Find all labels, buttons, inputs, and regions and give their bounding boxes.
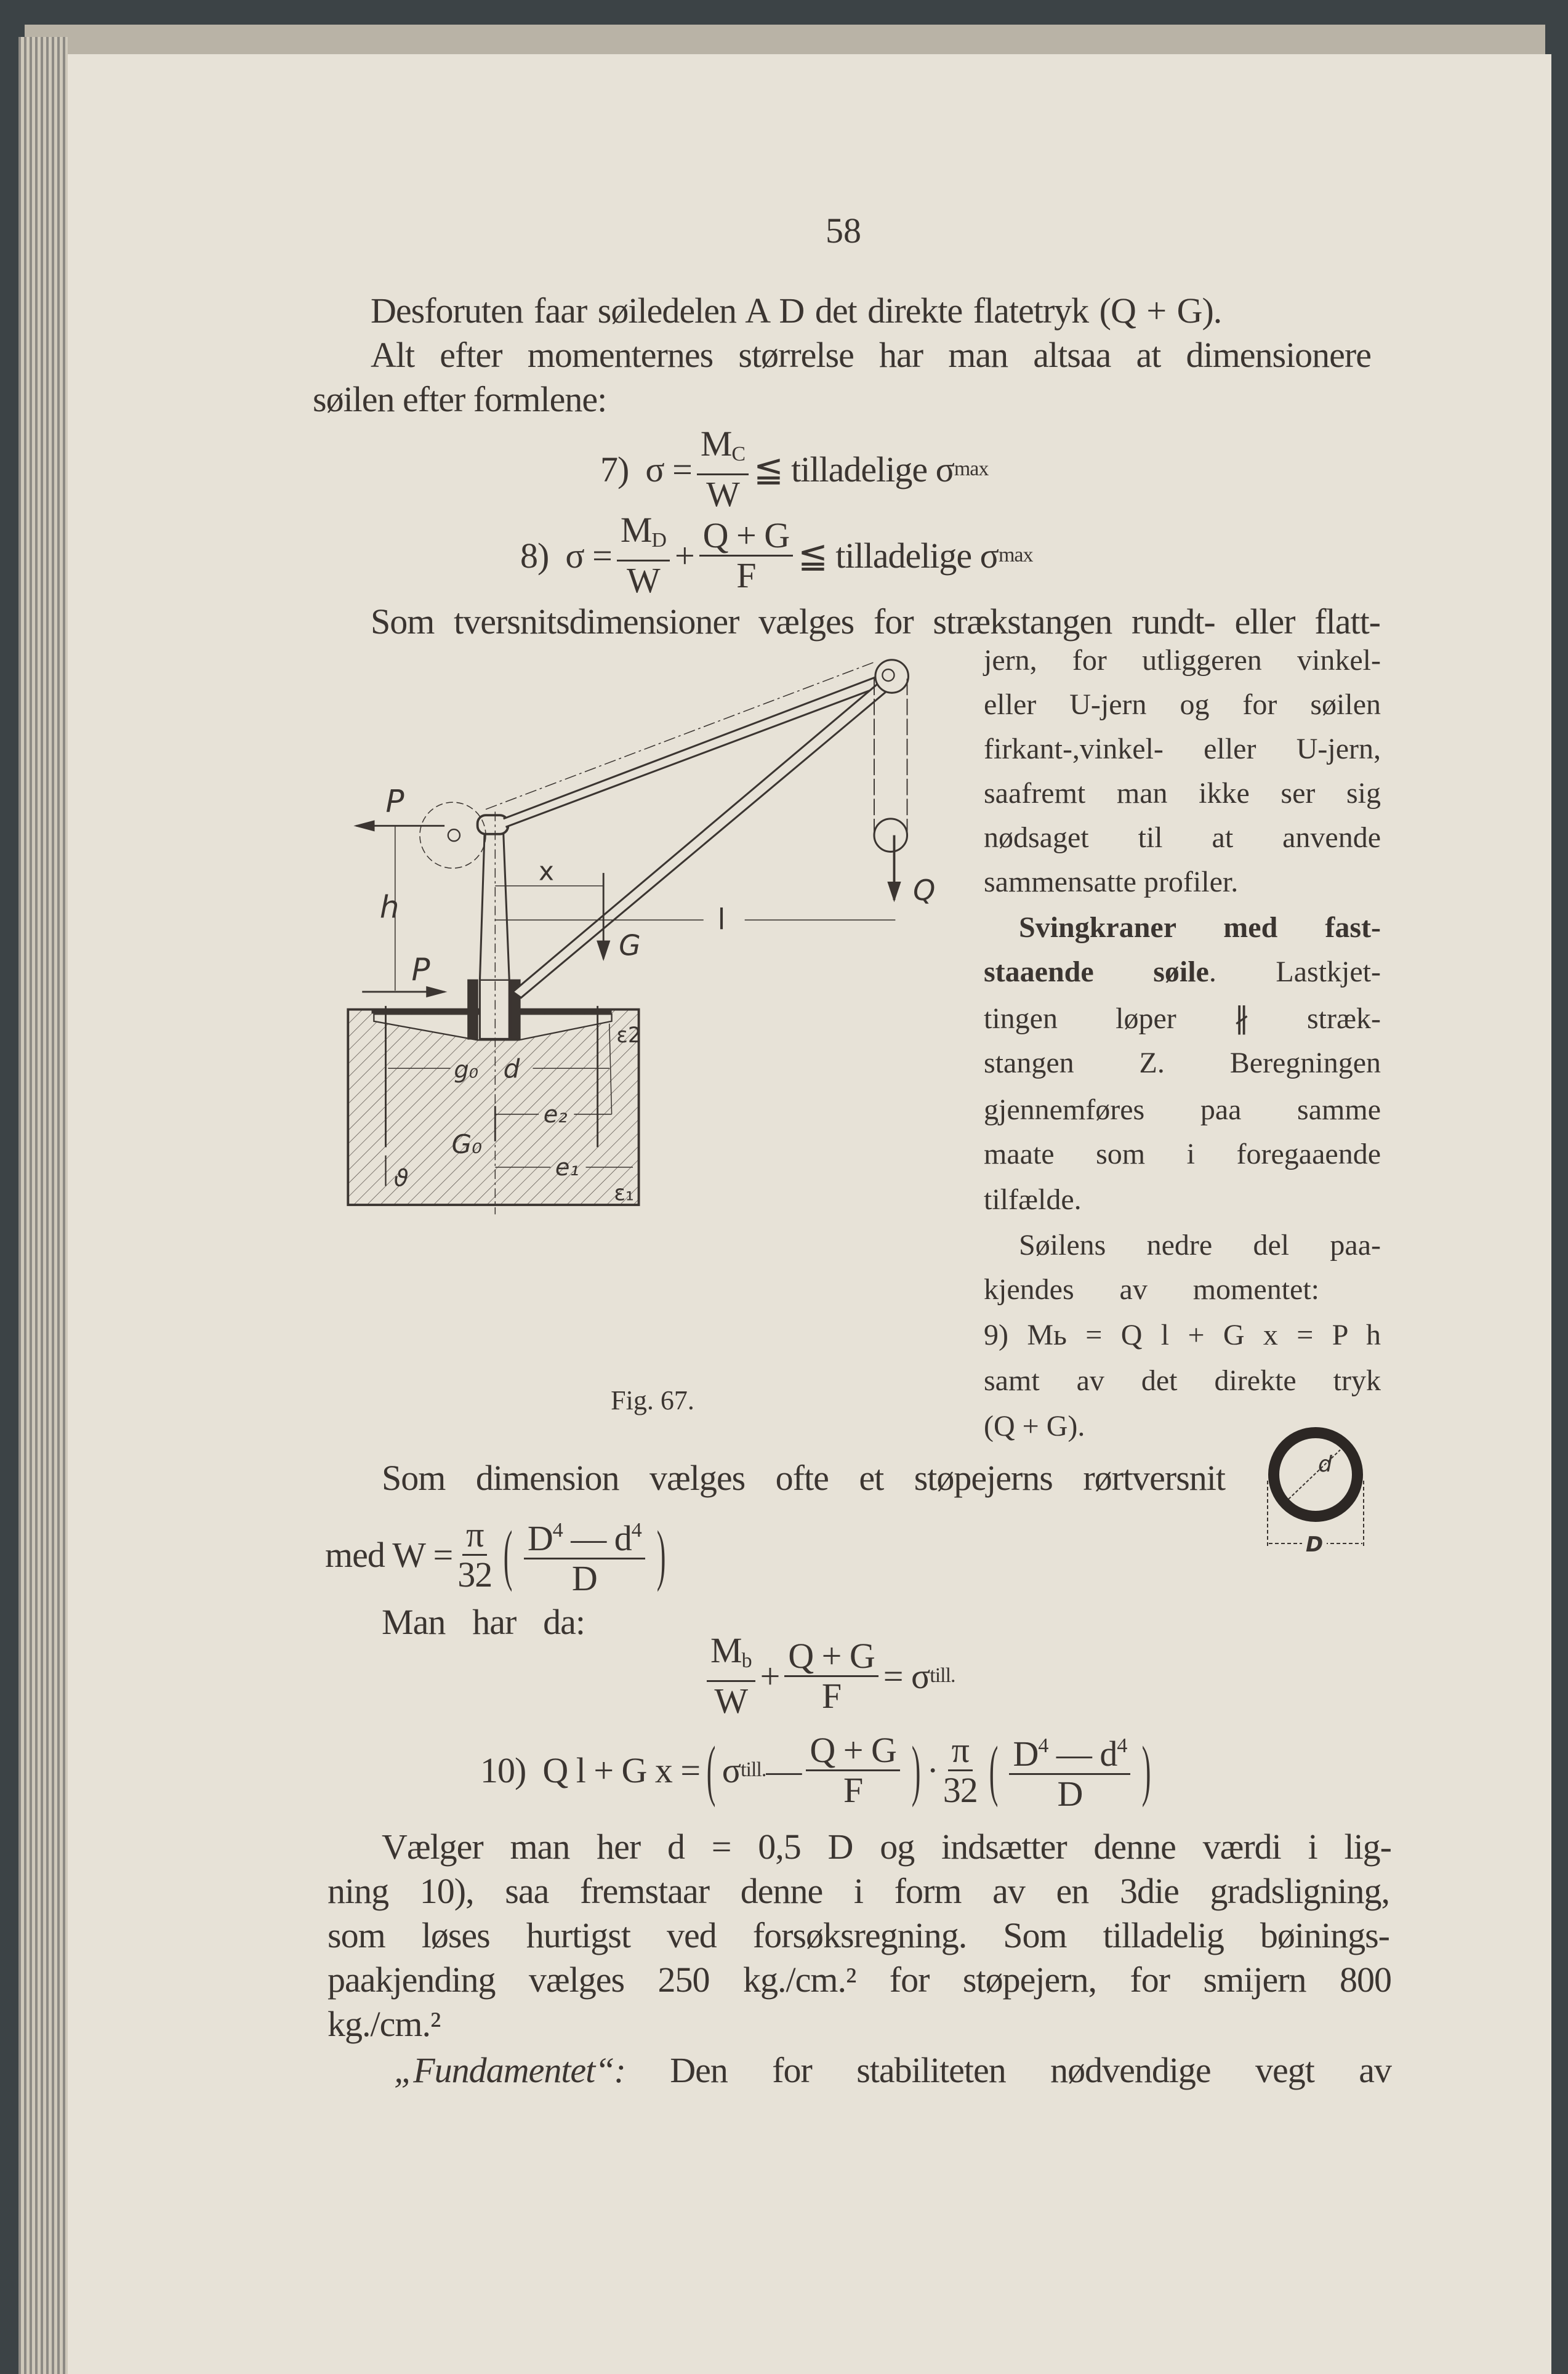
formula-9: 9) Mь = Q l + G x = P h: [984, 1319, 1381, 1351]
top-pulley: [875, 660, 909, 693]
strut: [513, 680, 892, 997]
label-d: d: [503, 1053, 520, 1084]
numerator: Q + G: [806, 1731, 899, 1771]
text-line: tingen løper ∦ stræk-: [984, 1002, 1381, 1035]
label-v: ϑ: [393, 1165, 409, 1193]
boom-rod: [504, 673, 892, 827]
denominator: 32: [457, 1554, 493, 1595]
superscript: 4: [552, 1519, 563, 1542]
paren: (: [989, 1732, 998, 1808]
paren: (: [503, 1516, 513, 1592]
label-x: x: [539, 856, 554, 887]
text-line: Man har da:: [382, 1602, 585, 1642]
denominator: W: [627, 560, 660, 600]
numerator: M: [710, 1630, 742, 1670]
subscript: till.: [930, 1664, 955, 1687]
text-line: sammensatte profiler.: [984, 866, 1239, 898]
superscript: 4: [631, 1519, 641, 1542]
outer-diameter-label: D: [1306, 1532, 1324, 1557]
paren: ): [1142, 1732, 1151, 1808]
text-line: gjennemføres paa samme: [984, 1093, 1381, 1126]
hook-pulley: [874, 819, 907, 852]
inner-diameter-label: d: [1318, 1452, 1332, 1477]
text-line: firkant-,vinkel- eller U-jern,: [984, 733, 1381, 765]
text-line: Søilens nedre del paa-: [1019, 1229, 1381, 1261]
numerator: π: [462, 1516, 487, 1556]
text-line: samt av det direkte tryk: [984, 1364, 1381, 1397]
text-line: nødsaget til at anvende: [984, 821, 1381, 854]
text-line: Alt efter momenternes størrelse har man altsaa at dimensionere: [371, 335, 1371, 375]
text: Den for stabiliteten nødvendige vegt av: [670, 2050, 1392, 2090]
fraction: [1009, 1727, 1130, 1813]
subscript: D: [651, 529, 666, 552]
text-line: (Q + G).: [984, 1410, 1085, 1443]
numerator: Q + G: [784, 1637, 878, 1677]
numerator: M: [620, 510, 652, 550]
denominator: F: [843, 1769, 863, 1810]
page-number: 58: [826, 211, 861, 251]
text-line: søilen efter formlene:: [313, 379, 607, 419]
subscript: till.: [741, 1758, 766, 1781]
numerator: D: [527, 1518, 553, 1558]
section-heading: Svingkraner med fast-: [1019, 911, 1381, 944]
crane-diagram: [339, 646, 954, 1416]
text-line: paakjending vælges 250 kg./cm.² for støpejern, for smijern 800: [328, 1960, 1391, 2000]
text-line: saafremt man ikke ser sig: [984, 777, 1381, 810]
dot: ·: [927, 1750, 938, 1790]
page-edges: [25, 25, 1545, 54]
text: . Lastkjet-: [1208, 956, 1381, 988]
formula-sum: [702, 1632, 955, 1720]
relation: = σ: [883, 1656, 930, 1696]
fraction: [697, 425, 749, 513]
text-line: jern, for utliggeren vinkel-: [984, 644, 1381, 677]
section-heading: staaende søile: [984, 956, 1209, 988]
formula-10: [480, 1727, 1157, 1813]
label-Q: Q: [913, 873, 936, 907]
numerator: π: [948, 1731, 973, 1771]
label-e2: e₂: [543, 1101, 568, 1129]
text-line: Desforuten faar søiledelen A D det direkte flatetryk (Q + G).: [371, 291, 1222, 331]
sigma: σ: [722, 1750, 741, 1790]
denominator: D: [571, 1558, 597, 1598]
text-line: kg./cm.²: [328, 2004, 441, 2044]
label-eps2: ε2: [616, 1023, 641, 1048]
label-P-bottom: P: [411, 951, 430, 988]
text-line: som løses hurtigst ved forsøksregning. Som tilladelig bøinings-: [328, 1915, 1389, 1955]
fraction: [784, 1637, 878, 1715]
paren: ): [911, 1732, 920, 1808]
superscript: 4: [1038, 1734, 1048, 1757]
text-line: maate som i foregaaende: [984, 1138, 1381, 1170]
sigma: σ =: [645, 449, 692, 489]
subscript: max: [954, 457, 989, 480]
text-line: [394, 2049, 1391, 2092]
pipe-cross-section-icon: [1259, 1425, 1376, 1561]
paren: (: [706, 1732, 716, 1808]
text-line: Vælger man her d = 0,5 D og indsætter denne værdi i lig-: [382, 1827, 1391, 1867]
label-G: G: [619, 928, 641, 962]
sigma: σ =: [565, 535, 612, 576]
formula-label: 7): [600, 449, 629, 489]
page-edges-left: [18, 37, 68, 2374]
subscript: C: [731, 443, 746, 465]
label-l: l: [717, 903, 726, 936]
fraction: [943, 1731, 978, 1809]
denominator: 32: [943, 1769, 978, 1810]
denominator: D: [1057, 1774, 1083, 1814]
column: [480, 833, 509, 1039]
fraction: [806, 1731, 899, 1809]
text-line: Som dimension vælges ofte et støpejerns rørtversnit: [382, 1458, 1225, 1498]
minus: —: [766, 1750, 802, 1790]
numerator: Q + G: [699, 517, 793, 557]
subscript: max: [998, 544, 1033, 566]
numerator: — d: [562, 1518, 632, 1558]
formula-label: 10): [480, 1750, 526, 1790]
label-e1: e₁: [555, 1154, 579, 1182]
plus: +: [674, 535, 694, 576]
numerator: M: [700, 424, 732, 464]
denominator: W: [714, 1681, 748, 1721]
denominator: W: [706, 474, 739, 514]
denominator: F: [821, 1675, 842, 1716]
text-line: eller U-jern og for søilen: [984, 688, 1381, 721]
text-line: tilfælde.: [984, 1183, 1082, 1216]
italic-term: „Fundamentet“:: [394, 2050, 625, 2090]
fraction: [617, 511, 670, 600]
superscript: 4: [1117, 1734, 1127, 1757]
label-g0: g₀: [454, 1056, 478, 1084]
fraction: [707, 1632, 755, 1720]
subscript: b: [741, 1649, 752, 1672]
text-line: Som tversnitsdimensioner vælges for strækstangen rundt- eller flatt-: [371, 602, 1380, 642]
fraction: [524, 1511, 645, 1598]
paren: ): [656, 1516, 665, 1592]
formula-label: 8): [520, 535, 549, 576]
numerator: D: [1013, 1734, 1039, 1774]
text: Q l + G x =: [542, 1750, 701, 1790]
label-h: h: [379, 889, 400, 925]
formula-W: [325, 1511, 672, 1598]
text-line: stangen Z. Beregningen: [984, 1047, 1381, 1079]
text-line: kjendes av momentet:: [984, 1273, 1319, 1306]
fraction: [699, 517, 793, 595]
text-line: ning 10), saa fremstaar denne i form av en 3die gradsligning,: [328, 1871, 1389, 1911]
label-G0: G₀: [451, 1129, 483, 1159]
relation: ≦ tilladelige σ: [754, 449, 954, 489]
label-P-top: P: [385, 783, 404, 819]
relation: ≦ tilladelige σ: [798, 536, 999, 576]
figure-caption: Fig. 67.: [611, 1385, 694, 1415]
text: med W =: [325, 1534, 453, 1575]
numerator: — d: [1048, 1734, 1117, 1774]
formula-8: [520, 511, 1032, 600]
denominator: F: [736, 555, 756, 595]
plus: +: [760, 1656, 780, 1696]
label-eps1: ε₁: [614, 1181, 634, 1206]
text-line: [984, 951, 1381, 994]
formula-7: [600, 425, 988, 513]
fraction: [457, 1516, 492, 1594]
